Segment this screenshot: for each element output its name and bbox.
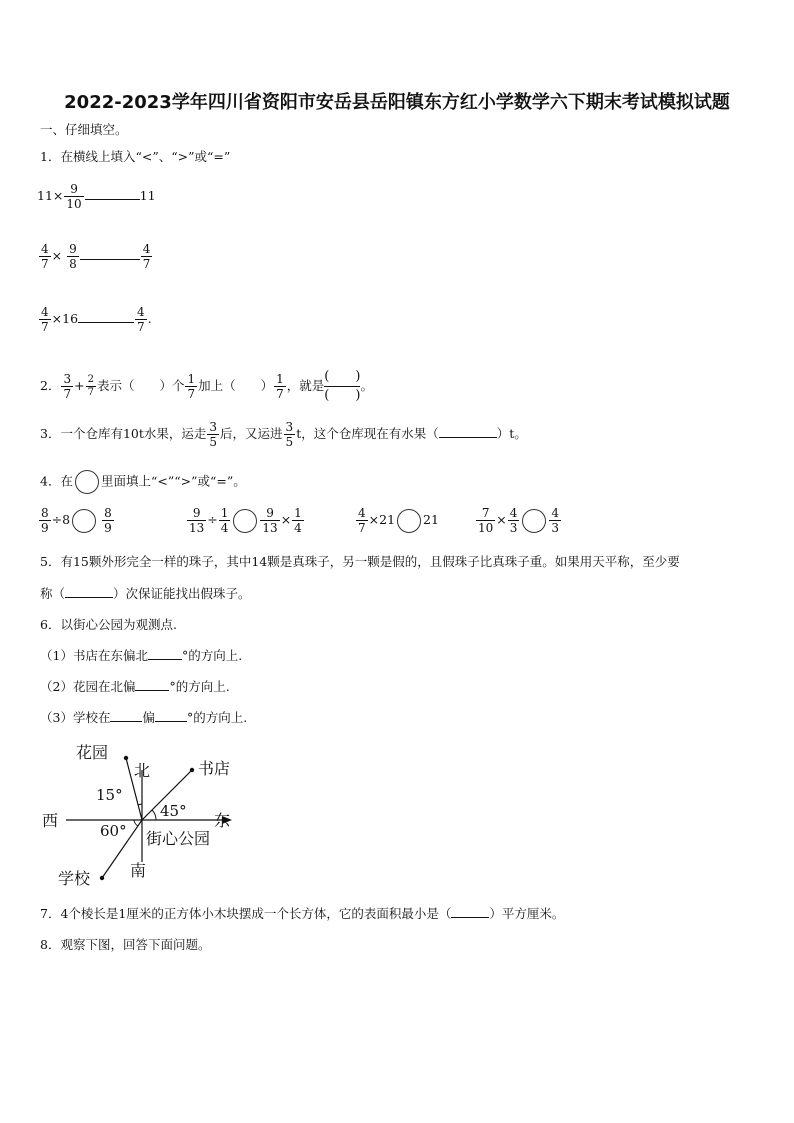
operator: ×16 <box>51 311 79 326</box>
q7 <box>40 904 564 922</box>
q6-sub3 <box>40 708 247 726</box>
label-north: 北 <box>134 761 151 780</box>
label-bookstore: 书店 <box>198 759 231 778</box>
fraction: $\frac{4}{3}$ <box>509 506 518 535</box>
label-east: 东 <box>214 811 231 830</box>
operator: + <box>74 378 85 393</box>
q3-text: 3．一个仓库有10t水果，运走 <box>40 426 207 441</box>
q5-text: 称（ <box>40 586 66 601</box>
arc-60 <box>134 820 138 826</box>
fraction: $\frac{4}{3}$ <box>551 506 560 535</box>
fraction: $\frac{8}{9}$ <box>104 506 112 535</box>
q1-row2 <box>38 242 153 271</box>
fraction: $\frac{1}{4}$ <box>220 506 229 535</box>
fraction: $\frac{4}{7}$ <box>358 506 366 535</box>
fraction: $\frac{8}{9}$ <box>41 506 49 535</box>
fraction: $\frac{4}{7}$ <box>41 242 49 271</box>
q5-line1: 5．有15颗外形完全一样的珠子，其中14颗是真珠子，另一颗是假的，且假珠子比真珠子重。如果用天平称，至少要 <box>40 554 680 569</box>
label-15: 15° <box>96 786 123 804</box>
q6-text: °的方向上. <box>181 648 243 663</box>
q1-row1 <box>37 182 156 211</box>
answer-blank[interactable] <box>439 436 497 438</box>
q6-text: （2）花园在北偏 <box>40 679 136 694</box>
answer-blank[interactable] <box>155 720 187 722</box>
fraction: $\frac{1}{4}$ <box>294 506 302 535</box>
fraction: $\frac{2}{7}$ <box>87 374 94 398</box>
garden-point <box>124 756 128 760</box>
q1-r1-lhs: 11× <box>37 188 64 203</box>
label-south: 南 <box>130 861 147 880</box>
q6-text: °的方向上. <box>169 679 230 694</box>
answer-blank[interactable] <box>78 321 134 323</box>
answer-blank[interactable] <box>451 916 489 918</box>
bookstore-point <box>190 768 194 772</box>
q5-line2 <box>40 584 251 602</box>
q4-label <box>40 470 246 494</box>
q2-text: 。 <box>360 378 373 393</box>
direction-diagram <box>38 738 248 888</box>
q1-label: 1．在横线上填入“<”、“>”或“=” <box>40 149 231 164</box>
q6-text: （1）书店在东偏北 <box>40 648 148 663</box>
label-west: 西 <box>42 811 59 830</box>
answer-blank[interactable] <box>80 258 140 260</box>
q2-text: 表示（ ）个 <box>96 378 185 393</box>
section-heading: 一、仔细填空。 <box>40 122 128 137</box>
fraction: $\frac{1}{7}$ <box>187 372 196 401</box>
label-60: 60° <box>100 822 127 840</box>
compare-circle[interactable] <box>72 509 96 533</box>
q2-number: 2． <box>40 378 61 393</box>
school-point <box>100 876 104 880</box>
compare-circle[interactable] <box>397 509 421 533</box>
q6-label: 6．以街心公园为观测点. <box>40 617 177 632</box>
label-center: 街心公园 <box>146 829 211 848</box>
q1-row3 <box>38 305 152 334</box>
q6-sub2 <box>40 677 230 695</box>
arc-15 <box>138 804 142 805</box>
q4-text: 4．在 <box>40 473 73 489</box>
operator: × <box>496 512 507 527</box>
q6-sub1 <box>40 646 242 664</box>
q4-item2 <box>186 506 305 535</box>
answer-blank[interactable] <box>110 720 142 722</box>
q5-text: ）次保证能找出假珠子。 <box>113 586 251 601</box>
q1-r1-rhs: 11 <box>139 188 156 203</box>
compare-circle[interactable] <box>522 509 546 533</box>
operator: × <box>51 248 63 263</box>
answer-blank[interactable] <box>65 596 113 598</box>
fraction: $\frac{9}{8}$ <box>69 242 77 271</box>
answer-blank[interactable] <box>148 658 182 660</box>
q3-text: ）t。 <box>496 426 527 441</box>
q4-item1 <box>38 506 115 535</box>
q6-text: °的方向上. <box>186 710 248 725</box>
fraction: $\frac{3}{7}$ <box>63 372 72 401</box>
q4-c3-rhs: 21 <box>423 512 439 527</box>
period: . <box>147 311 152 326</box>
q6-text: （3）学校在 <box>40 710 111 725</box>
label-45: 45° <box>160 802 187 820</box>
fraction: $\frac{9}{13}$ <box>262 506 278 535</box>
label-school: 学校 <box>58 869 91 888</box>
q7-text: 7．4个棱长是1厘米的正方体小木块摆成一个长方体，它的表面积最小是（ <box>40 906 452 921</box>
fraction: $\frac{1}{7}$ <box>276 372 284 401</box>
operator: ×21 <box>368 512 396 527</box>
operator: × <box>280 512 292 527</box>
fraction: $\frac{7}{10}$ <box>478 506 494 535</box>
q4-item3 <box>355 506 439 535</box>
q2-text: ，就是 <box>286 378 325 393</box>
arc-45 <box>152 810 156 820</box>
page-title: 2022-2023学年四川省资阳市安岳县岳阳镇东方红小学数学六下期末考试模拟试题 <box>64 92 730 113</box>
q3-text: 后，又运进 <box>220 426 283 441</box>
fraction: $\frac{9}{10}$ <box>66 182 82 211</box>
fraction: $\frac{3}{5}$ <box>285 420 294 449</box>
q3-text: t，这个仓库现在有水果（ <box>296 426 439 441</box>
q4-item4 <box>475 506 562 535</box>
fraction: $\frac{3}{5}$ <box>209 420 218 449</box>
label-garden: 花园 <box>76 743 109 762</box>
answer-fraction[interactable]: ( ) ( ) <box>324 369 361 403</box>
answer-blank[interactable] <box>85 198 140 200</box>
fraction: $\frac{4}{7}$ <box>137 305 145 334</box>
circle-blank <box>75 470 99 494</box>
q2 <box>40 368 373 405</box>
q2-text: 加上（ ） <box>198 378 274 393</box>
q6-text: 偏 <box>142 710 155 725</box>
q7-text: ）平方厘米。 <box>489 906 565 921</box>
q8: 8．观察下图，回答下面问题。 <box>40 937 211 952</box>
compare-circle[interactable] <box>233 509 257 533</box>
fraction: $\frac{4}{7}$ <box>41 305 49 334</box>
q4-text: 里面填上“<”“>”或“=”。 <box>100 473 246 489</box>
answer-blank[interactable] <box>135 689 169 691</box>
operator: ÷ <box>207 512 218 527</box>
q3 <box>40 420 527 449</box>
operator: ÷8 <box>51 512 71 527</box>
fraction: $\frac{9}{13}$ <box>189 506 205 535</box>
fraction: $\frac{4}{7}$ <box>142 242 151 271</box>
